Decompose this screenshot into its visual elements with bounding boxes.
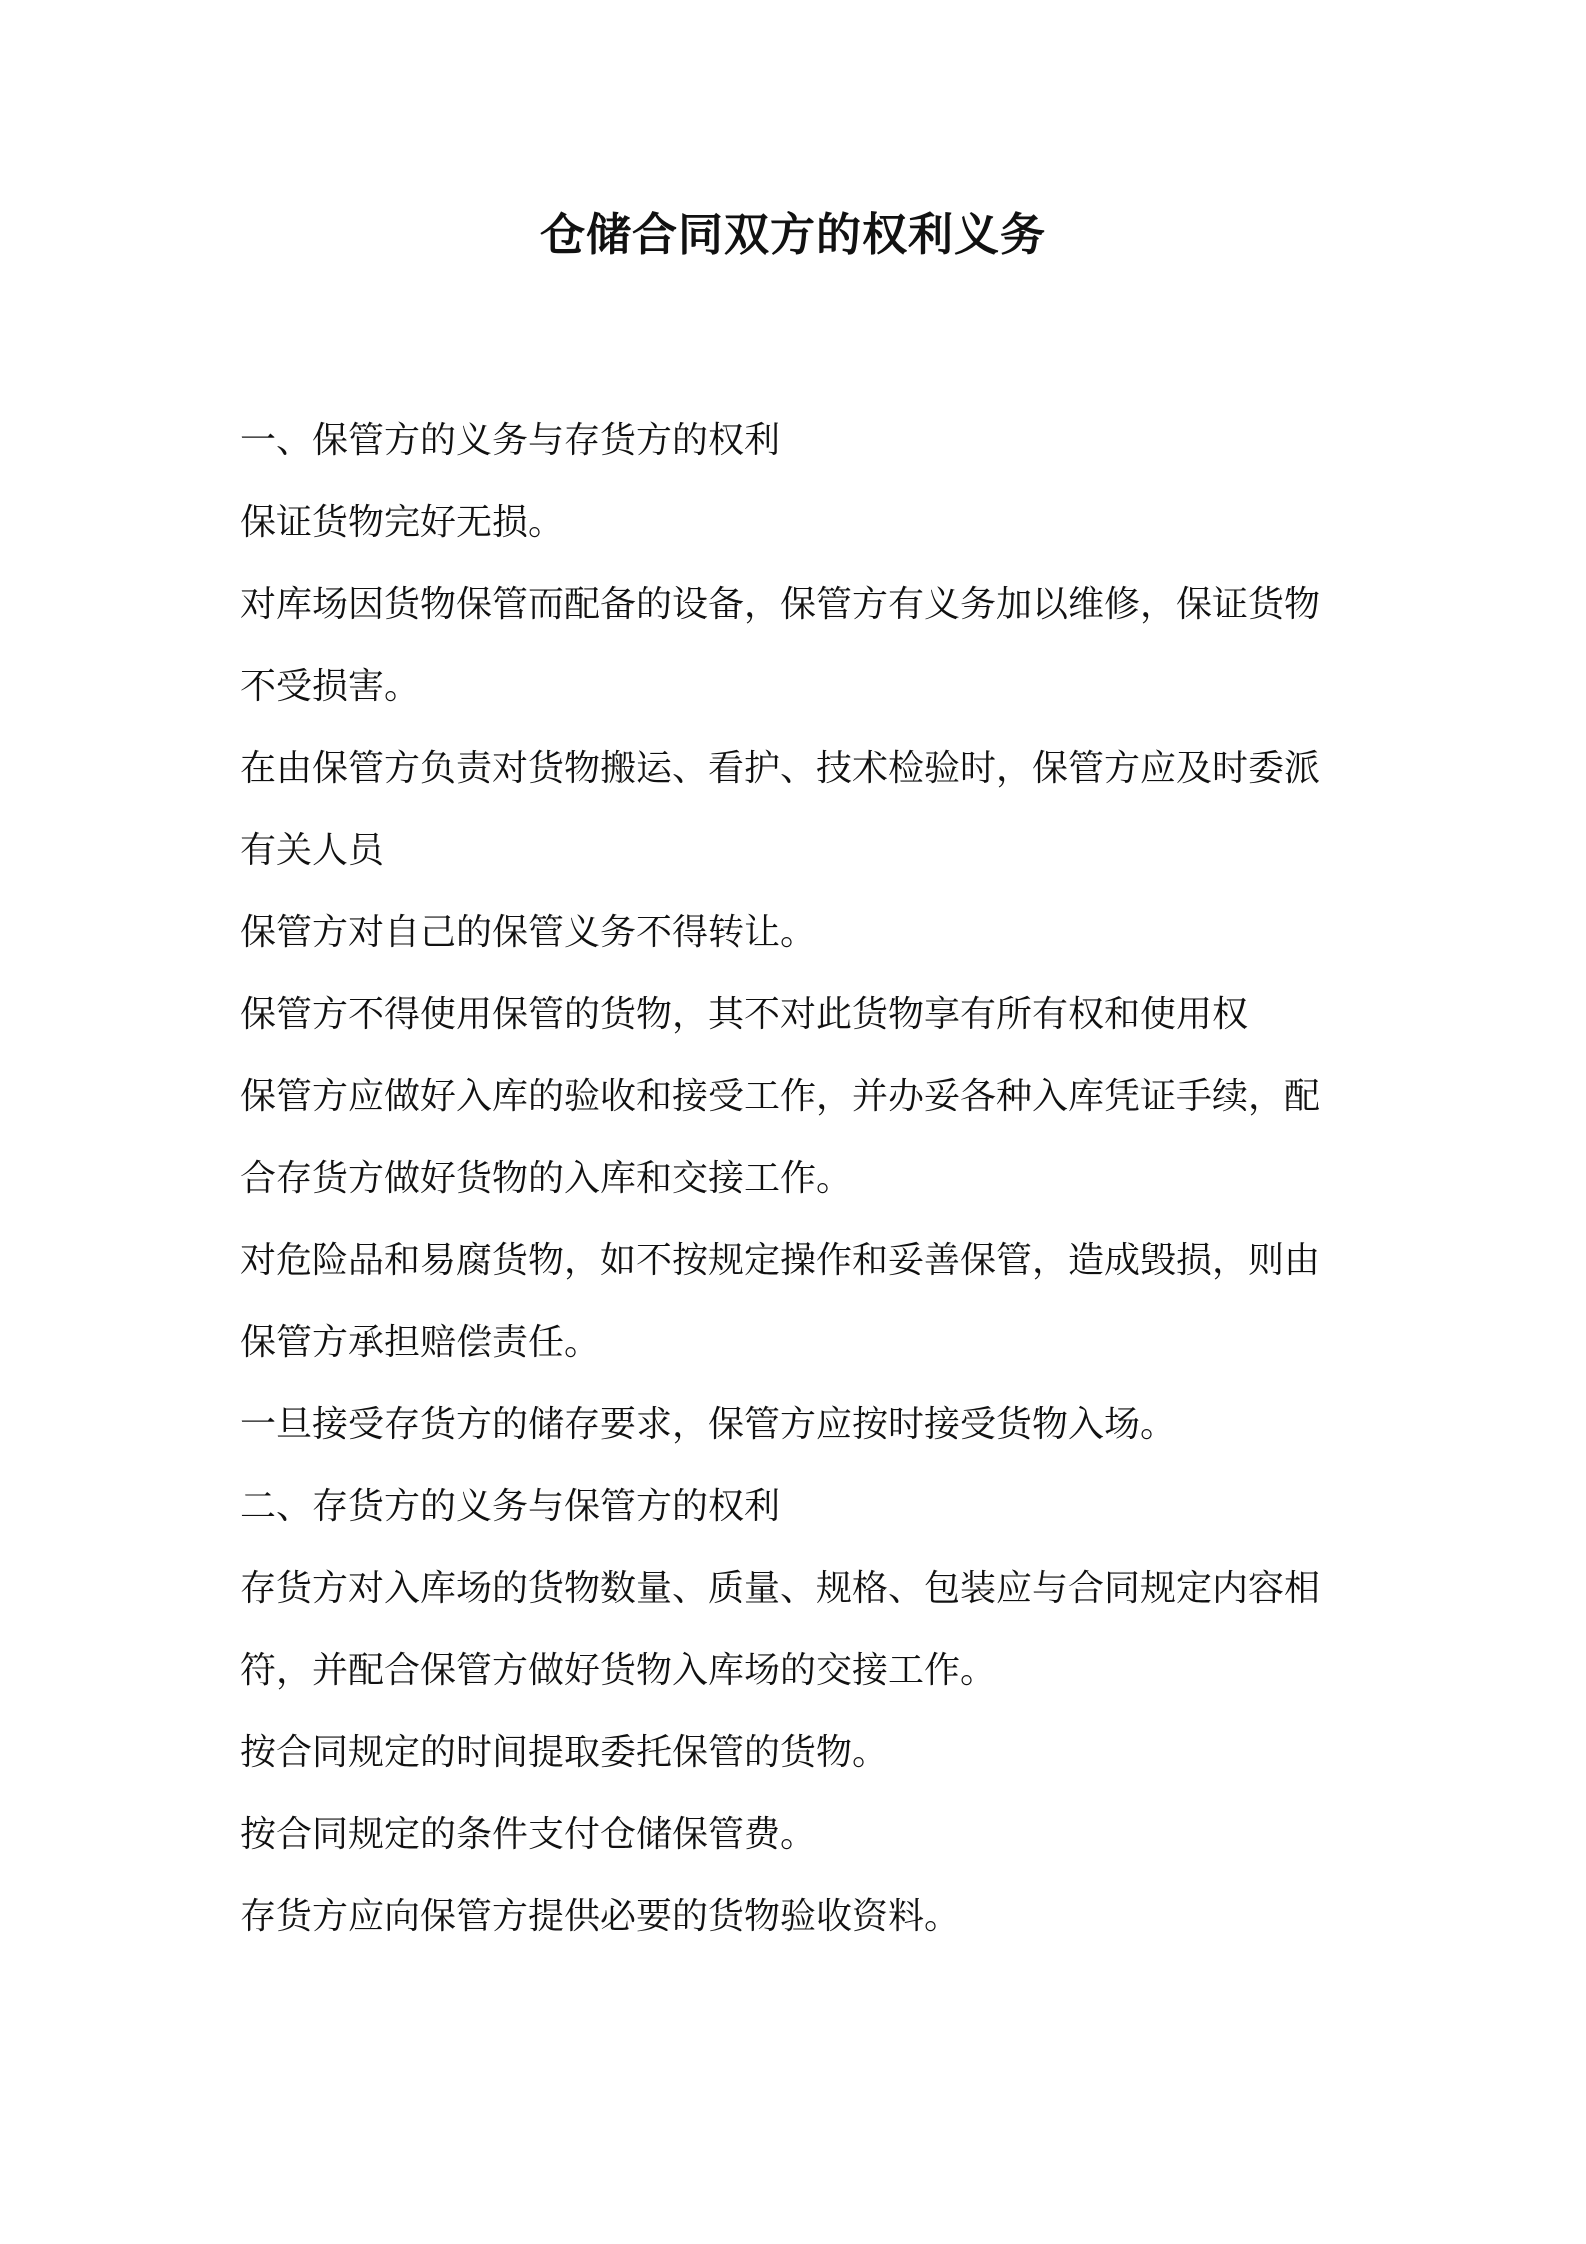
paragraph-line: 不受损害。 [240,666,421,707]
paragraph-line: 一旦接受存货方的储存要求，保管方应按时接受货物入场。 [240,1404,1177,1445]
paragraph-line: 存货方应向保管方提供必要的货物验收资料。 [240,1896,961,1937]
section-heading-1: 一、保管方的义务与存货方的权利 [240,420,781,461]
paragraph-line: 存货方对入库场的货物数量、质量、规格、包装应与合同规定内容相 [240,1568,1321,1609]
paragraph-line: 保证货物完好无损。 [240,502,565,543]
paragraph-line: 合存货方做好货物的入库和交接工作。 [240,1158,853,1199]
paragraph-line: 在由保管方负责对货物搬运、看护、技术检验时，保管方应及时委派 [240,748,1321,789]
paragraph-line: 对库场因货物保管而配备的设备，保管方有义务加以维修，保证货物 [240,584,1321,625]
paragraph-line: 符，并配合保管方做好货物入库场的交接工作。 [240,1650,997,1691]
paragraph-line: 按合同规定的条件支付仓储保管费。 [240,1814,817,1855]
document-title: 仓储合同双方的权利义务 [539,208,1046,261]
paragraph-line: 有关人员 [240,830,385,871]
document-body [240,400,1360,1958]
paragraph-line: 保管方不得使用保管的货物，其不对此货物享有所有权和使用权 [240,994,1249,1035]
section-heading-2: 二、存货方的义务与保管方的权利 [240,1486,781,1527]
paragraph-line: 对危险品和易腐货物，如不按规定操作和妥善保管，造成毁损，则由 [240,1240,1321,1281]
paragraph-line: 保管方承担赔偿责任。 [240,1322,601,1363]
paragraph-line: 按合同规定的时间提取委托保管的货物。 [240,1732,889,1773]
paragraph-line: 保管方应做好入库的验收和接受工作，并办妥各种入库凭证手续，配 [240,1076,1321,1117]
paragraph-line: 保管方对自己的保管义务不得转让。 [240,912,817,953]
